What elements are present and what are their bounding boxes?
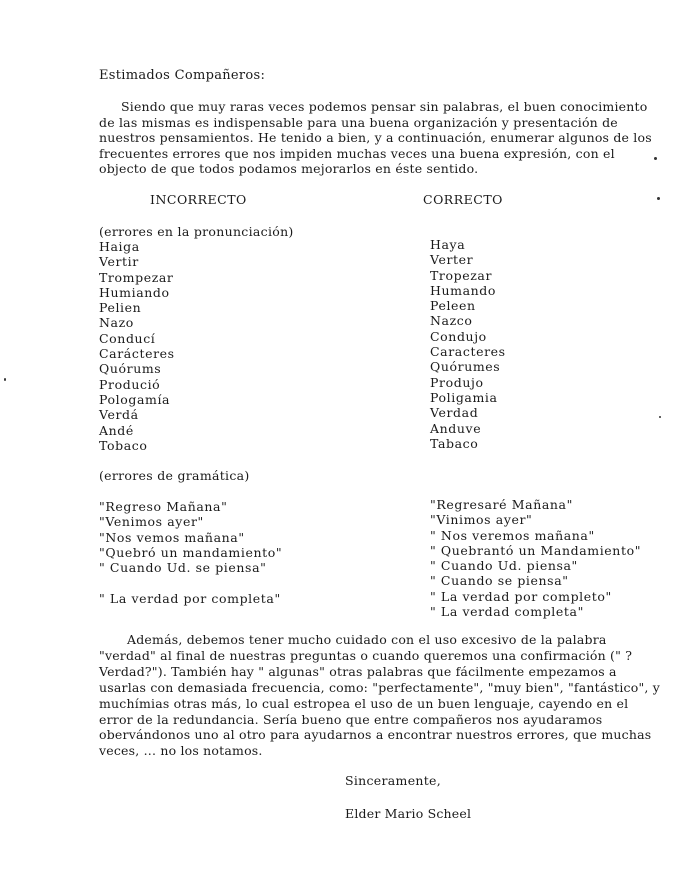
list-item: Produjo <box>430 374 484 390</box>
closing-paragraph <box>99 632 661 759</box>
list-item: "Venimos ayer" <box>99 514 204 530</box>
salutation: Estimados Compañeros: <box>99 68 266 83</box>
list-item: Vertir <box>99 254 139 270</box>
list-item: Carácteres <box>99 346 175 362</box>
pronunciation-label: (errores en la pronunciación) <box>99 224 294 239</box>
list-item: Poligamia <box>430 389 498 405</box>
list-item: Verdad <box>430 405 479 421</box>
list-item: Anduve <box>430 420 482 436</box>
list-item: Andé <box>99 422 134 438</box>
heading-correct: CORRECTO <box>423 192 503 207</box>
list-item: " Cuando Ud. piensa" <box>430 558 578 574</box>
grammar-incorrect-list <box>99 499 282 606</box>
closing-text: Además, debemos tener mucho cuidado con el uso excesivo de la palabra "verdad" al final de nuestras preguntas o cuando queremos una confirmación (" ?Verdad?"). También hay " algunas" otras palabras que fácilmente empezamos a usarlas con demasiada frecuencia, como: "perfectamente", "muy bien", "fantástico", y muchímias otras más, lo cual estropea el uso de un buen lenguaje, cayendo en el error de la redundancia. Sería bueno que entre compañeros nos ayudaramos obervándonos uno al otro para ayudarnos a encontrar nuestros errores, que muchas veces, ... no los notamos. <box>99 632 661 759</box>
pronunciation-correct-list <box>430 237 506 451</box>
list-item: Pelien <box>99 300 142 316</box>
list-item: "Nos vemos mañana" <box>99 529 245 545</box>
scan-speck <box>657 197 660 200</box>
list-item: "Vinimos ayer" <box>430 512 533 528</box>
intro-text: Siendo que muy raras veces podemos pensar sin palabras, el buen conocimiento de las mismas es indispensable para una buena organización y presentación de nuestros pensamientos. He tenido a bien, y a continuación, enumerar algunos de los frecuentes errores que nos impiden muchas veces una buena expresión, con el objecto de que todos podamos mejorarlos en éste sentido. <box>99 99 652 177</box>
grammar-correct-list <box>430 497 641 619</box>
list-item: "Regresaré Mañana" <box>430 497 573 512</box>
list-item: " La verdad por completo" <box>430 588 612 604</box>
list-item <box>99 575 282 590</box>
list-item: " La verdad por completa" <box>99 590 281 606</box>
valediction: Sinceramente, <box>345 773 442 788</box>
list-item: " La verdad completa" <box>430 604 584 620</box>
list-item: Haya <box>430 237 466 252</box>
scan-speck <box>659 416 661 418</box>
list-item: Verter <box>430 252 474 268</box>
list-item: Tabaco <box>430 435 479 451</box>
list-item: Quórums <box>99 361 162 377</box>
list-item: Peleen <box>430 298 476 314</box>
list-item: Verdá <box>99 407 139 423</box>
list-item: Tropezar <box>430 267 493 283</box>
list-item: Condujo <box>430 328 487 344</box>
list-item: Nazco <box>430 313 473 329</box>
list-item: " Nos veremos mañana" <box>430 527 595 543</box>
list-item: " Cuando se piensa" <box>430 573 569 589</box>
intro-paragraph <box>99 99 659 177</box>
list-item: "Regreso Mañana" <box>99 499 228 514</box>
list-item: Trompezar <box>99 269 174 285</box>
list-item: Produció <box>99 376 161 392</box>
scan-speck <box>654 157 657 160</box>
list-item: "Quebró un mandamiento" <box>99 544 283 560</box>
pronunciation-incorrect-list <box>99 239 175 453</box>
heading-incorrect: INCORRECTO <box>150 192 247 207</box>
list-item: " Cuando Ud. se piensa" <box>99 560 267 576</box>
list-item: " Quebrantó un Mandamiento" <box>430 542 642 558</box>
scan-speck <box>4 378 6 381</box>
list-item: Haiga <box>99 239 140 254</box>
list-item: Humiando <box>99 284 170 300</box>
grammar-label: (errores de gramática) <box>99 468 250 483</box>
list-item: Tobaco <box>99 437 148 453</box>
list-item: Nazo <box>99 315 134 331</box>
list-item: Caracteres <box>430 344 506 360</box>
list-item: Quórumes <box>430 359 501 375</box>
list-item: Humando <box>430 282 497 298</box>
list-item: Conducí <box>99 330 156 346</box>
signature: Elder Mario Scheel <box>345 806 472 821</box>
list-item: Pologamía <box>99 391 171 407</box>
